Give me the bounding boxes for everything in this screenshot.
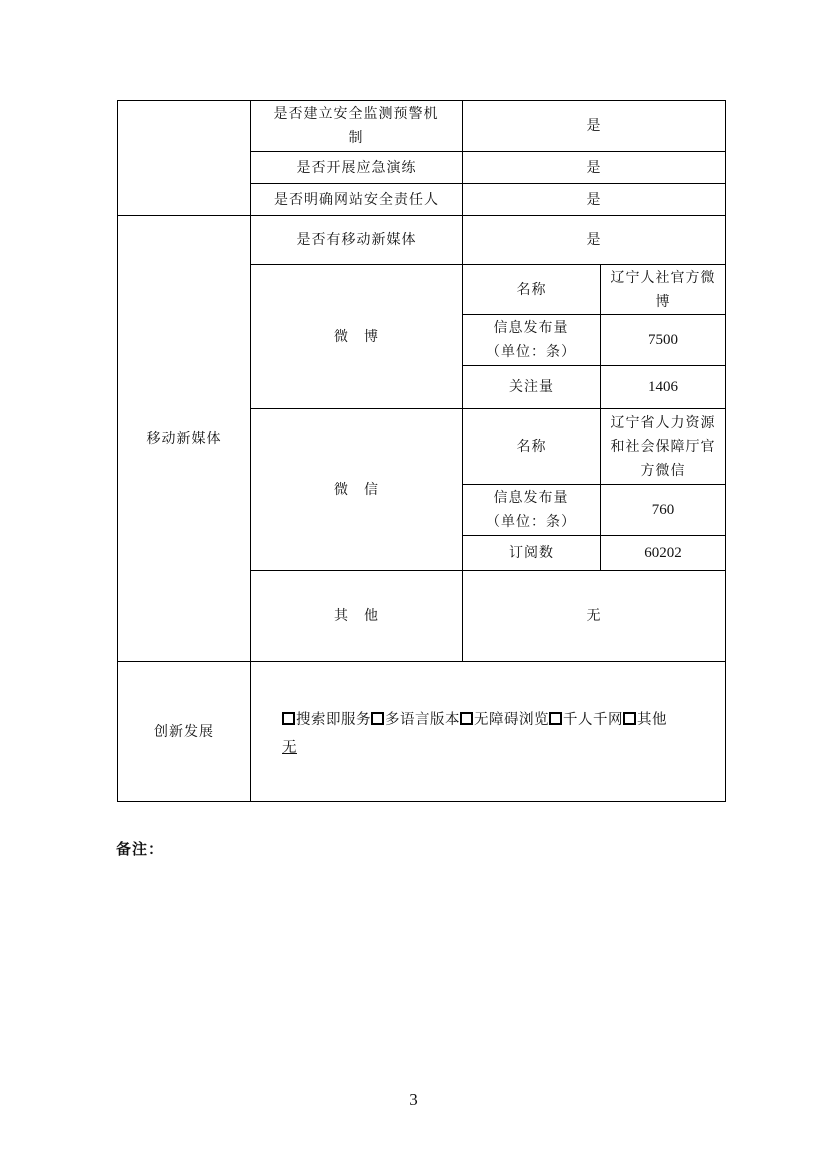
other-text: 无 [282, 740, 297, 756]
mobile-media-section-label: 移动新媒体 [146, 430, 222, 447]
security-value-drill: 是 [586, 159, 602, 176]
table-border-bottom [117, 801, 726, 802]
wechat-posts-label: 信息发布量（单位：条） [486, 490, 576, 530]
other-media-label: 其 他 [334, 608, 379, 624]
wechat-name-label: 名称 [516, 438, 547, 455]
wechat-name-value: 辽宁省人力资源和社会保障厅官方微信 [610, 414, 716, 479]
wechat-label: 微 信 [334, 481, 379, 498]
table-border-right [725, 100, 726, 802]
checkbox-icon[interactable] [371, 712, 384, 725]
innovation-label: 创新发展 [154, 723, 214, 740]
innovation-options [282, 706, 722, 762]
option-other[interactable] [623, 712, 667, 728]
option-label: 千人千网 [563, 712, 623, 728]
weibo-posts-label: 信息发布量（单位：条） [486, 320, 576, 360]
security-value-responsible: 是 [586, 191, 602, 208]
checkbox-icon[interactable] [623, 712, 636, 725]
security-label-monitoring: 是否建立安全监测预警机制 [273, 106, 439, 146]
checkbox-icon[interactable] [282, 712, 295, 725]
weibo-posts-value: 7500 [648, 332, 678, 348]
option-multilingual[interactable] [371, 712, 460, 728]
security-label-responsible: 是否明确网站安全责任人 [274, 191, 439, 208]
option-personalized[interactable] [549, 712, 623, 728]
weibo-label: 微 博 [334, 328, 379, 345]
weibo-name-label: 名称 [516, 281, 547, 298]
weibo-name-value: 辽宁人社官方微博 [610, 269, 716, 310]
checkbox-icon[interactable] [460, 712, 473, 725]
option-label: 无障碍浏览 [474, 712, 549, 728]
security-value-monitoring: 是 [586, 118, 602, 134]
option-label: 搜索即服务 [296, 712, 371, 728]
option-accessibility[interactable] [460, 712, 549, 728]
wechat-subscribers-label: 订阅数 [509, 545, 554, 561]
wechat-posts-value: 760 [651, 502, 675, 518]
weibo-followers-value: 1406 [648, 379, 678, 395]
remark-label: 备注： [116, 840, 165, 858]
option-search-service[interactable] [282, 712, 371, 728]
security-label-drill: 是否开展应急演练 [296, 159, 417, 176]
weibo-followers-label: 关注量 [509, 379, 554, 395]
other-media-value: 无 [586, 608, 602, 624]
has-mobile-media-value: 是 [586, 232, 602, 248]
option-label: 多语言版本 [385, 712, 460, 728]
page-number: 3 [409, 1090, 418, 1109]
option-label: 其他 [637, 712, 667, 728]
wechat-subscribers-value: 60202 [644, 545, 682, 561]
checkbox-icon[interactable] [549, 712, 562, 725]
has-mobile-media-label: 是否有移动新媒体 [296, 232, 417, 248]
